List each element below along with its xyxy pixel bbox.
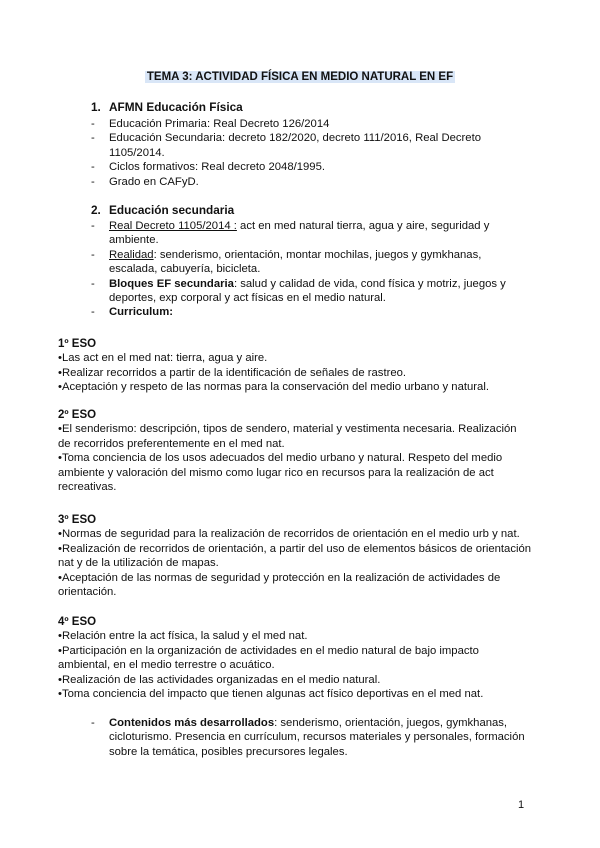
eso-2-block (58, 408, 528, 494)
list-item: - Real Decreto 1105/2014 : act en med natural tierra, agua y aire, seguridad y ambiente. (91, 220, 490, 247)
eso-4-block (58, 615, 528, 701)
eso-line: •Realización de recorridos de orientación, a partir del uso de elementos básicos de orientación nat y de la utilización de mapas. (58, 542, 532, 570)
eso-line: •Aceptación de las normas de seguridad y protección en la realización de actividades de orientación. (58, 571, 501, 599)
eso-heading: 4º ESO (58, 616, 97, 628)
eso-line: •Las act en el med nat: tierra, agua y aire. (58, 352, 268, 365)
list-item: - Grado en CAFyD. (91, 175, 199, 188)
section-1-heading (91, 100, 243, 114)
section-2-number: 2. (91, 203, 101, 217)
section-2-title: Educación secundaria (109, 203, 235, 217)
eso-line: •Relación entre la act física, la salud y el med nat. (58, 630, 308, 643)
eso-line: •Realización de las actividades organizadas en el medio natural. (58, 673, 381, 686)
document-title (0, 70, 600, 85)
eso-line: •Participación en la organización de actividades en el medio natural de bajo impacto ambiental, en el medio terrestre o acuático. (58, 644, 479, 672)
section-1-title: AFMN Educación Física (109, 100, 243, 114)
contenidos-list (91, 716, 531, 759)
section-2-heading (91, 203, 234, 217)
eso-line: •Toma conciencia de los usos adecuados del medio urbano y natural. Respeto del medio ambiente y valoración del mismo como lugar rico en recursos para la realización de act recreativas. (58, 452, 503, 494)
eso-line: •Normas de seguridad para la realización de recorridos de orientación en el medio urb y nat. (58, 528, 520, 541)
eso-heading: 1º ESO (58, 338, 97, 350)
section-2-list (91, 219, 511, 320)
eso-line: •Toma conciencia del impacto que tienen algunas act físico deportivas en el med nat. (58, 688, 484, 701)
section-1-number: 1. (91, 100, 101, 114)
list-item: - Realidad: senderismo, orientación, montar mochilas, juegos y gymkhanas, escalada, cabuyería, bicicleta. (91, 248, 482, 276)
eso-heading: 2º ESO (58, 409, 97, 421)
eso-line: •Realizar recorridos a partir de la identificación de señales de rastreo. (58, 366, 407, 379)
eso-heading: 3º ESO (58, 514, 97, 526)
eso-line: •El senderismo: descripción, tipos de sendero, material y vestimenta necesaria. Realización de recorridos preferentemente en el med nat. (58, 423, 517, 450)
list-item: - Ciclos formativos: Real decreto 2048/1995. (91, 161, 326, 174)
list-item: - Bloques EF secundaria: salud y calidad de vida, cond física y motriz, juegos y deportes, exp corporal y act físicas en el medio natural. (91, 277, 506, 305)
eso-3-block (58, 513, 538, 599)
eso-line: •Aceptación y respeto de las normas para la conservación del medio urbano y natural. (58, 381, 489, 394)
list-item: - Curriculum: (91, 306, 174, 319)
section-1-list (91, 117, 531, 189)
list-item: - Contenidos más desarrollados: senderismo, orientación, juegos, gymkhanas, cicloturismo. Presencia en currículum, recursos materiales y personales, formación sobre la temática, posibles precursores legales. (91, 717, 525, 758)
list-item: - Educación Secundaria: decreto 182/2020, decreto 111/2016, Real Decreto 1105/2014. (91, 132, 482, 159)
eso-1-block (58, 337, 538, 395)
page-number: 1 (518, 799, 525, 811)
title-text: TEMA 3: ACTIVIDAD FÍSICA EN MEDIO NATURAL EN EF (146, 71, 454, 83)
list-item: - Educación Primaria: Real Decreto 126/2014 (91, 118, 330, 130)
